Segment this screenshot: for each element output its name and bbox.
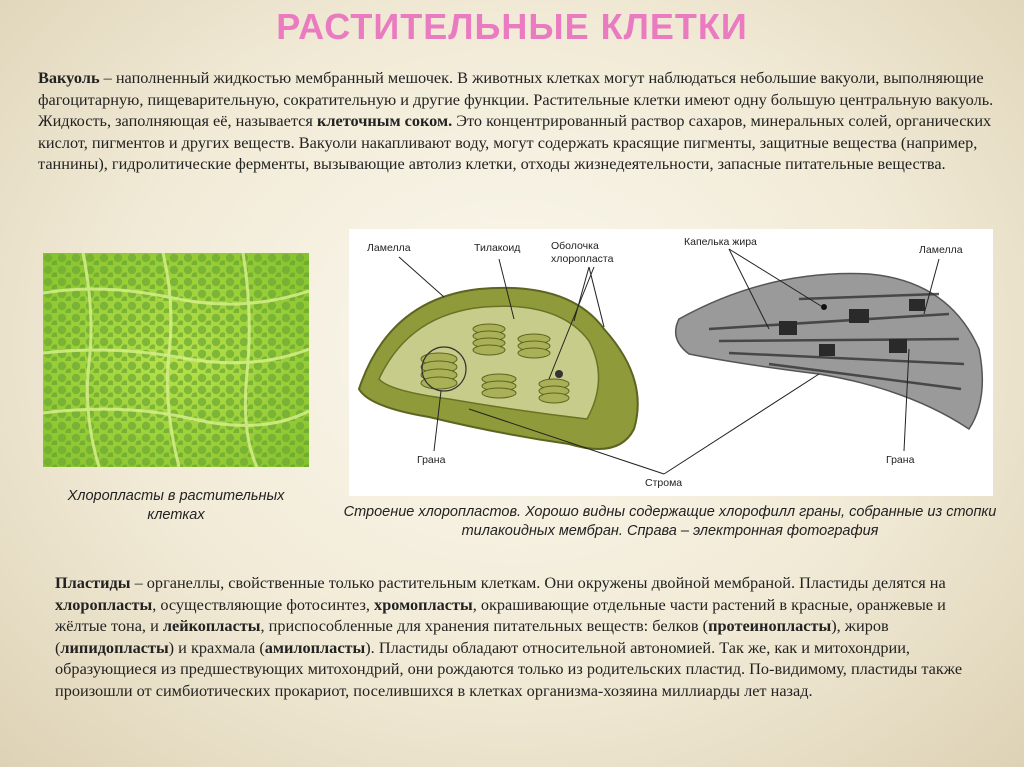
plastids-paragraph bbox=[55, 572, 995, 701]
chloroplast-micrograph bbox=[43, 253, 309, 467]
label-envelope-2: хлоропласта bbox=[551, 253, 614, 265]
page-title: РАСТИТЕЛЬНЫЕ КЛЕТКИ bbox=[276, 6, 748, 47]
label-lamella-left: Ламелла bbox=[367, 242, 411, 254]
vacuole-term: Вакуоль bbox=[38, 68, 100, 87]
plastids-text: ) и крахмала ( bbox=[168, 637, 265, 657]
chloroplasts-term: хлоропласты bbox=[55, 594, 153, 614]
label-fat-drop: Капелька жира bbox=[684, 236, 757, 248]
vacuole-paragraph bbox=[38, 67, 998, 175]
electron-micrograph bbox=[676, 274, 983, 429]
label-grana-right: Грана bbox=[886, 454, 915, 466]
chloroplast-illustration bbox=[359, 288, 638, 449]
chromoplasts-term: хромопласты bbox=[374, 594, 473, 614]
plastids-text: ). Пластиды обладают относительной автономией. Так же, как и митохондрии, образующиеся из предшествующих митохондрий, они рождаются только из родительских пластид. По-видимому, пластиды также произошли от симбиотических прокариот, поселившихся в клетках организма-хозяина миллиарды лет назад. bbox=[55, 637, 963, 700]
plastids-text: , приспособленные для хранения питательных веществ: белков ( bbox=[260, 616, 709, 635]
vacuole-text-1: – наполненный жидкостью мембранный мешочек. В животных клетках могут наблюдаться небольшие вакуоли, выполняющие фагоцитарную, пищеварительную, сократительную и другие функции. Растительные клетки имеют одну большую центральную вакуоль. Жидкость, заполняющая её, называется bbox=[38, 68, 994, 130]
plastids-term: Пластиды bbox=[55, 573, 131, 592]
leucoplasts-term: лейкопласты bbox=[162, 616, 261, 635]
amyloplasts-term: амилопласты bbox=[264, 637, 366, 657]
diagram-caption: Строение хлоропластов. Хорошо видны содержащие хлорофилл граны, собранные из стопки тилакоидных мембран. Справа – электронная фотография bbox=[343, 504, 997, 539]
plastids-text: , осуществляющие фотосинтез, bbox=[152, 594, 375, 614]
label-thylakoid: Тилакоид bbox=[474, 242, 521, 254]
vacuole-text-2: Это концентрированный раствор сахаров, минеральных солей, органических кислот, пигментов и других веществ. Вакуоли накапливают воду, могут содержать красящие пигменты, защитные вещества (например, таннины), гидролитические ферменты, вызывающие автолиз клетки, отходы жизнедеятельности, запасные питательные вещества. bbox=[38, 111, 992, 173]
plastids-text: – органеллы, свойственные только растительным клеткам. Они окружены двойной мембраной. Пластиды делятся на bbox=[130, 573, 946, 592]
plastids-text: , окрашивающие отдельные части растений в красные, оранжевые и жёлтые тона, и bbox=[55, 594, 946, 635]
photo-caption: Хлоропласты в растительных клетках bbox=[67, 488, 285, 523]
lipidoplasts-term: липидопласты bbox=[60, 637, 169, 657]
label-lamella-right: Ламелла bbox=[919, 244, 963, 256]
proteinoplasts-term: протеинопласты bbox=[708, 616, 832, 635]
chloroplast-diagram bbox=[349, 229, 993, 496]
label-grana-left: Грана bbox=[417, 454, 446, 466]
cell-sap-term: клеточным соком. bbox=[316, 111, 453, 130]
plastids-text: ), жиров ( bbox=[55, 616, 889, 657]
label-envelope-1: Оболочка bbox=[551, 240, 599, 252]
label-stroma: Строма bbox=[645, 477, 683, 489]
